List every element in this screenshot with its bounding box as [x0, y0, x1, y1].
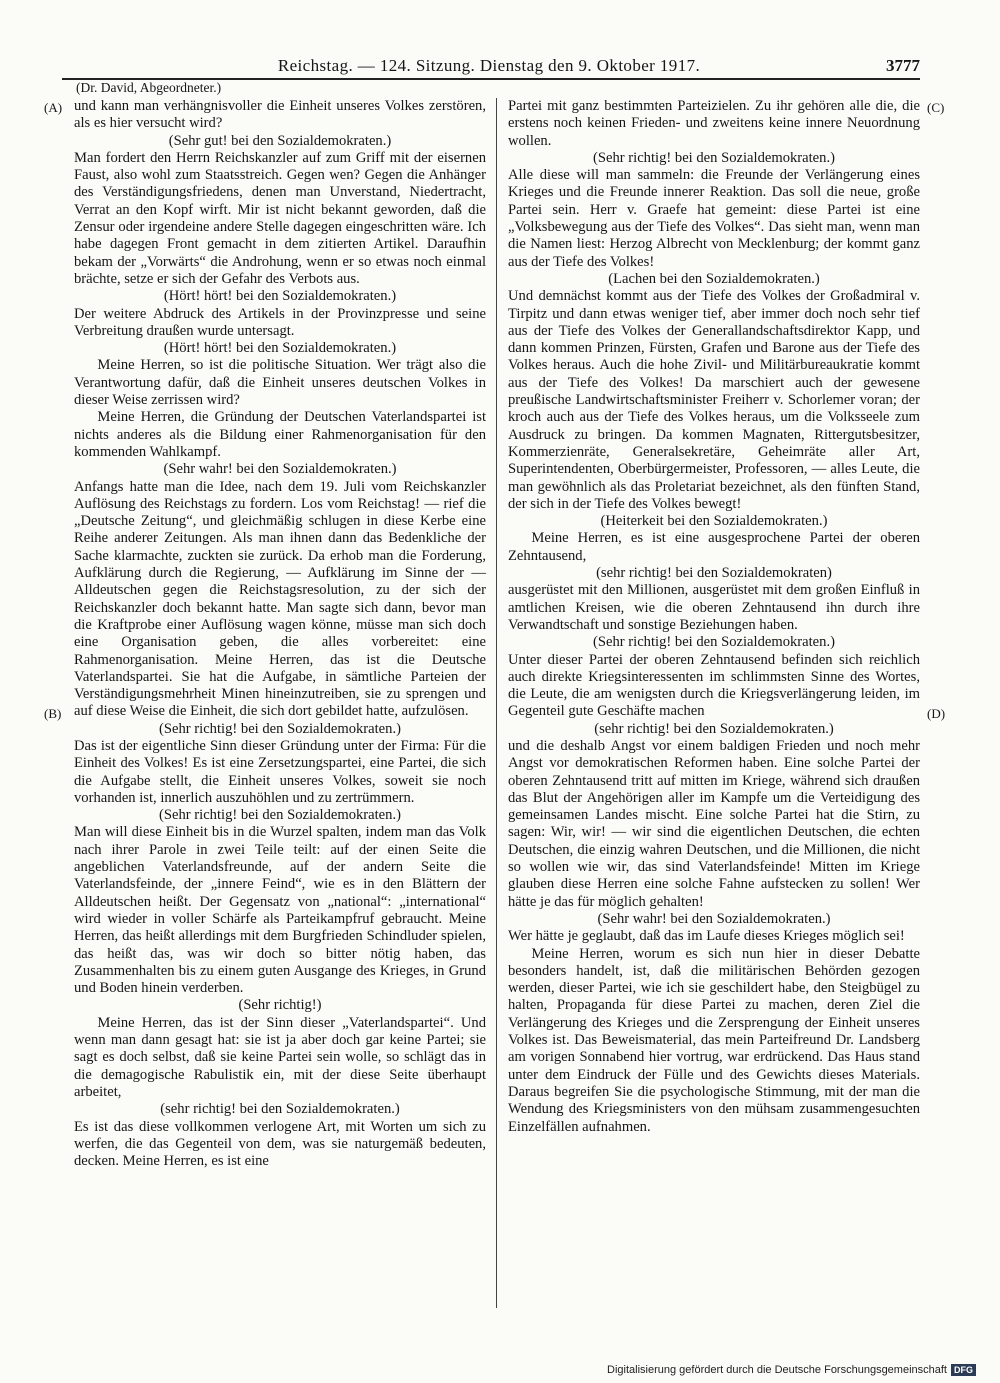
interjection: (sehr richtig! bei den Sozialdemokraten.) — [594, 720, 834, 737]
paragraph: und die deshalb Angst vor einem baldigen Frieden und noch mehr Angst vor demokratischen Reformen haben. Eine solche Partei der oberen Zehntausend tritt auf mitten im Kriege, während sich draußen das Blut der Angehörigen aller im Kampfe um die Verteidigung des gemeinsamen Landes mischt. Eine solche Partei hat die Stirn, zu sagen: Wir, wir! — wir sind die eigentlichen Deutschen, die echten Deutschen, die einzig wahren Deutschen, und die Millionen, die nicht so wollen wie wir, das sind Vaterlandsfeinde! Mitten im Kriege glauben diese Herren eine solche Fahne aufstecken zu sollen! Wer hätte je das für möglich gehalten! — [508, 737, 920, 910]
interjection: (Sehr gut! bei den Sozialdemokraten.) — [168, 132, 392, 149]
interjection: (Sehr wahr! bei den Sozialdemokraten.) — [597, 910, 831, 927]
dfg-logo: DFG — [951, 1364, 976, 1376]
left-column — [74, 98, 486, 1170]
interjection: (Lachen bei den Sozialdemokraten.) — [608, 270, 820, 287]
column-separator — [496, 98, 497, 1308]
paragraph: Es ist das diese vollkommen verlogene Art, mit Worten um sich zu werfen, die das Gegenteil von dem, was sie naturgemäß bedeuten, decken. Meine Herren, es ist eine — [74, 1118, 486, 1170]
interjection: (Sehr richtig! bei den Sozialdemokraten.) — [593, 634, 835, 651]
paragraph: Man fordert den Herrn Reichskanzler auf zum Griff mit der eisernen Faust, also wohl zum Staatsstreich. Gegen wen? Gegen die Anhänger des Verständigungsfriedens, denen man Unverstand, Niedertracht, Verrat an den Kopf wirft. Mir ist nicht bekannt geworden, daß die Zensur oder irgendeine andere Stelle dagegen eingeschritten wäre. Ich habe dagegen Front gemacht in dem zitierten Artikel. Daraufhin bekam der „Vorwärts“ die Androhung, wenn er so etwas noch einmal brächte, setze er sich der Gefahr des Verbots aus. — [74, 149, 486, 287]
paragraph: Meine Herren, die Gründung der Deutschen Vaterlandspartei ist nichts anderes als die Bildung einer Rahmenorganisation für den kommenden Wahlkampf. — [74, 409, 486, 460]
paragraph: Meine Herren, es ist eine ausgesprochene Partei der oberen Zehntausend, — [508, 530, 920, 564]
paragraph: ausgerüstet mit den Millionen, ausgerüstet mit dem großen Einfluß in amtlichen Kreisen, wie die oberen Zehntausend ihn durch ihre Verwandtschaft und sonstige Beziehungen haben. — [508, 582, 920, 633]
interjection: (Sehr richtig! bei den Sozialdemokraten.) — [159, 720, 401, 737]
paragraph: Meine Herren, das ist der Sinn dieser „Vaterlandspartei“. Und wenn man dann gesagt hat: sie ist ja aber doch gar keine Partei; sie sagt es doch selbst, daß sie keine Partei sein wolle, so schlägt das in die demagogische Rabulistik ein, mit der diese Seite überhaupt arbeitet, — [74, 1014, 486, 1100]
paragraph: Der weitere Abdruck des Artikels in der Provinzpresse und seine Verbreitung draußen wurde untersagt. — [74, 305, 486, 339]
paragraph: Meine Herren, worum es sich nun hier in dieser Debatte besonders handelt, ist, daß die militärischen Behörden gezogen werden, dieser Partei, wie ich sie geschildert habe, den Steigbügel zu halten, Propaganda für diese Partei zu machen, deren Ziel die Verlängerung des Krieges und die Zersprengung der Einheit unseres Volkes ist. Das Beweismaterial, das mein Parteifreund Dr. Landsberg am vorigen Sonnabend hier vortrug, war erdrückend. Das Haus stand unter dem Eindruck der Fülle und des Gewichts dieses Materials. Daraus begreifen Sie die psychologische Stimmung, mit der man die Wendung des Kriegsministers von den mühsam zusammengesuchten Einzelfällen aufnahmen. — [508, 945, 920, 1135]
paragraph: und kann man verhängnisvoller die Einheit unseres Volkes zerstören, als es hier versucht wird? — [74, 98, 486, 132]
interjection: (Heiterkeit bei den Sozialdemokraten.) — [600, 513, 828, 530]
paragraph: Alle diese will man sammeln: die Freunde der Verlängerung eines Krieges und die Freunde innerer Reaktion. Das soll die neue, große Partei sein. Herr v. Graefe hat gemeint: diese Partei ist eine „Volksbewegung aus der Tiefe des Volkes“. Das sieht man, wenn man die Namen liest: Herzog Albrecht von Mecklenburg; der kommt ganz aus der Tiefe des Volkes! — [508, 167, 920, 270]
paragraph: Und demnächst kommt aus der Tiefe des Volkes der Großadmiral v. Tirpitz und dann etwas weniger tief, aber immer doch noch sehr tief aus der Tiefe des Volkes der Generallandschaftsdirektor Kapp, und dann kommen Prinzen, Fürsten, Grafen und Barone aus der Tiefe des Volkes heraus. Auch die hohe Zivil- und Militärbureaukratie kommt aus der Tiefe des Volkes! Da marschiert auch der gewesene preußische Landwirtschaftsminister Freiherr v. Schorlemer voran; der kroch auch aus der Tiefe des Volkes heraus, um die Volksseele zum Ausdruck zu bringen. Da kommen Magnaten, Rittergutsbesitzer, Kommerzienräte, Generalsekretäre, Geheimräte aller Art, Superintendenten, Oberbürgermeister, Professoren, — alles Leute, die man gewöhnlich als das Proletariat bezeichnet, als den fünften Stand, der sich in der Tiefe des Volkes bewegt! — [508, 288, 920, 512]
paragraph: Unter dieser Partei der oberen Zehntausend befinden sich reichlich auch direkte Kriegsinteressenten im schlimmsten Sinne des Wortes, die Leute, die am wenigsten durch die Kriegsverlängerung leiden, im Gegenteil gute Geschäfte machen — [508, 651, 920, 720]
paragraph: Wer hätte je geglaubt, daß das im Laufe dieses Krieges möglich sei! — [508, 928, 905, 945]
paragraph: Man will diese Einheit bis in die Wurzel spalten, indem man das Volk nach ihrer Parole in zwei Teile teilt: auf der einen Seite die angeblichen Vaterlandsfreunde, auf der andern Seite die Vaterlandsfeinde, der „innere Feind“, wie es in den Blättern der Alldeutschen heißt. Der Gegensatz von „national“: „international“ wird wieder in voller Schärfe als Parteikampfruf gebraucht. Meine Herren, das heißt allerdings mit dem Burgfrieden Schindluder spielen, das heißt das, was wir doch so bitter nötig haben, das Zusammenhalten bis zu einem guten Ausgange des Krieges, in Grund und Boden hinein verderben. — [74, 824, 486, 997]
speaker-note: (Dr. David, Abgeordneter.) — [76, 80, 222, 95]
paragraph: Meine Herren, so ist die politische Situation. Wer trägt also die Verantwortung dafür, daß die Einheit unseres deutschen Volkes in dieser Weise zerrissen wird? — [74, 357, 486, 409]
footer-text: Digitalisierung gefördert durch die Deutsche Forschungsgemeinschaft — [607, 1364, 947, 1376]
running-title: Reichstag. — 124. Sitzung. Dienstag den 9. Oktober 1917. — [277, 56, 701, 75]
interjection: (sehr richtig! bei den Sozialdemokraten.) — [160, 1101, 400, 1118]
margin-label-d: (D) — [927, 706, 946, 721]
paragraph: Das ist der eigentliche Sinn dieser Gründung unter der Firma: Für die Einheit des Volkes! Es ist eine Zersetzungspartei, eine Partei, die sich die Aufgabe stellt, die Einheit unseres Volkes, soweit sie noch vorhanden ist, innerlich auszuhöhlen und zu zertrümmern. — [74, 737, 486, 806]
margin-label-b: (B) — [44, 706, 62, 721]
interjection: (Sehr wahr! bei den Sozialdemokraten.) — [163, 461, 397, 478]
interjection: (Hört! hört! bei den Sozialdemokraten.) — [163, 288, 397, 305]
page-number: 3777 — [886, 56, 920, 75]
margin-label-a: (A) — [44, 100, 63, 115]
footer-credit — [607, 1364, 976, 1376]
interjection: (sehr richtig! bei den Sozialdemokraten) — [596, 565, 832, 582]
interjection: (Sehr richtig! bei den Sozialdemokraten.) — [593, 149, 835, 166]
interjection: (Hört! hört! bei den Sozialdemokraten.) — [163, 340, 397, 357]
page-header — [0, 56, 1000, 76]
interjection: (Sehr richtig!) — [238, 997, 322, 1014]
paragraph: Partei mit ganz bestimmten Parteizielen. Zu ihr gehören alle die, die erstens noch keinen Frieden- und zweitens keine innere Neuordnung wollen. — [508, 98, 920, 149]
margin-label-c: (C) — [927, 100, 945, 115]
interjection: (Sehr richtig! bei den Sozialdemokraten.) — [159, 807, 401, 824]
paragraph: Anfangs hatte man die Idee, nach dem 19. Juli vom Reichskanzler Auflösung des Reichstags zu fordern. Los vom Reichstag! — rief die „Deutsche Zeitung“, und gleichmäßig schlugen in diese Kerbe eine Reihe anderer Zeitungen. Als man ihnen dann das Bedenkliche der Sache klarmachte, zuckten sie zurück. Da erhob man die Forderung, Aufklärung durch die Regierung, — Aufklärung im Sinne der — Alldeutschen gegen die Reichstagsresolution, zu der sich der Reichskanzler doch bekannt hatte. Man sagte sich dann, bevor man die Kraftprobe einer Auflösung wagen könne, müsse man sich doch eine Organisation geben, die alles vorbereitet: eine Rahmenorganisation. Meine Herren, das ist die Deutsche Vaterlandspartei. Sie hat die Aufgabe, in sämtliche Parteien der Verständigungsmehrheit Minen hineinzutreiben, sie zu sprengen und auf diese Weise die Einheit, die sich dort gebildet hatte, aufzulösen. — [74, 478, 486, 720]
right-column — [508, 98, 920, 1136]
